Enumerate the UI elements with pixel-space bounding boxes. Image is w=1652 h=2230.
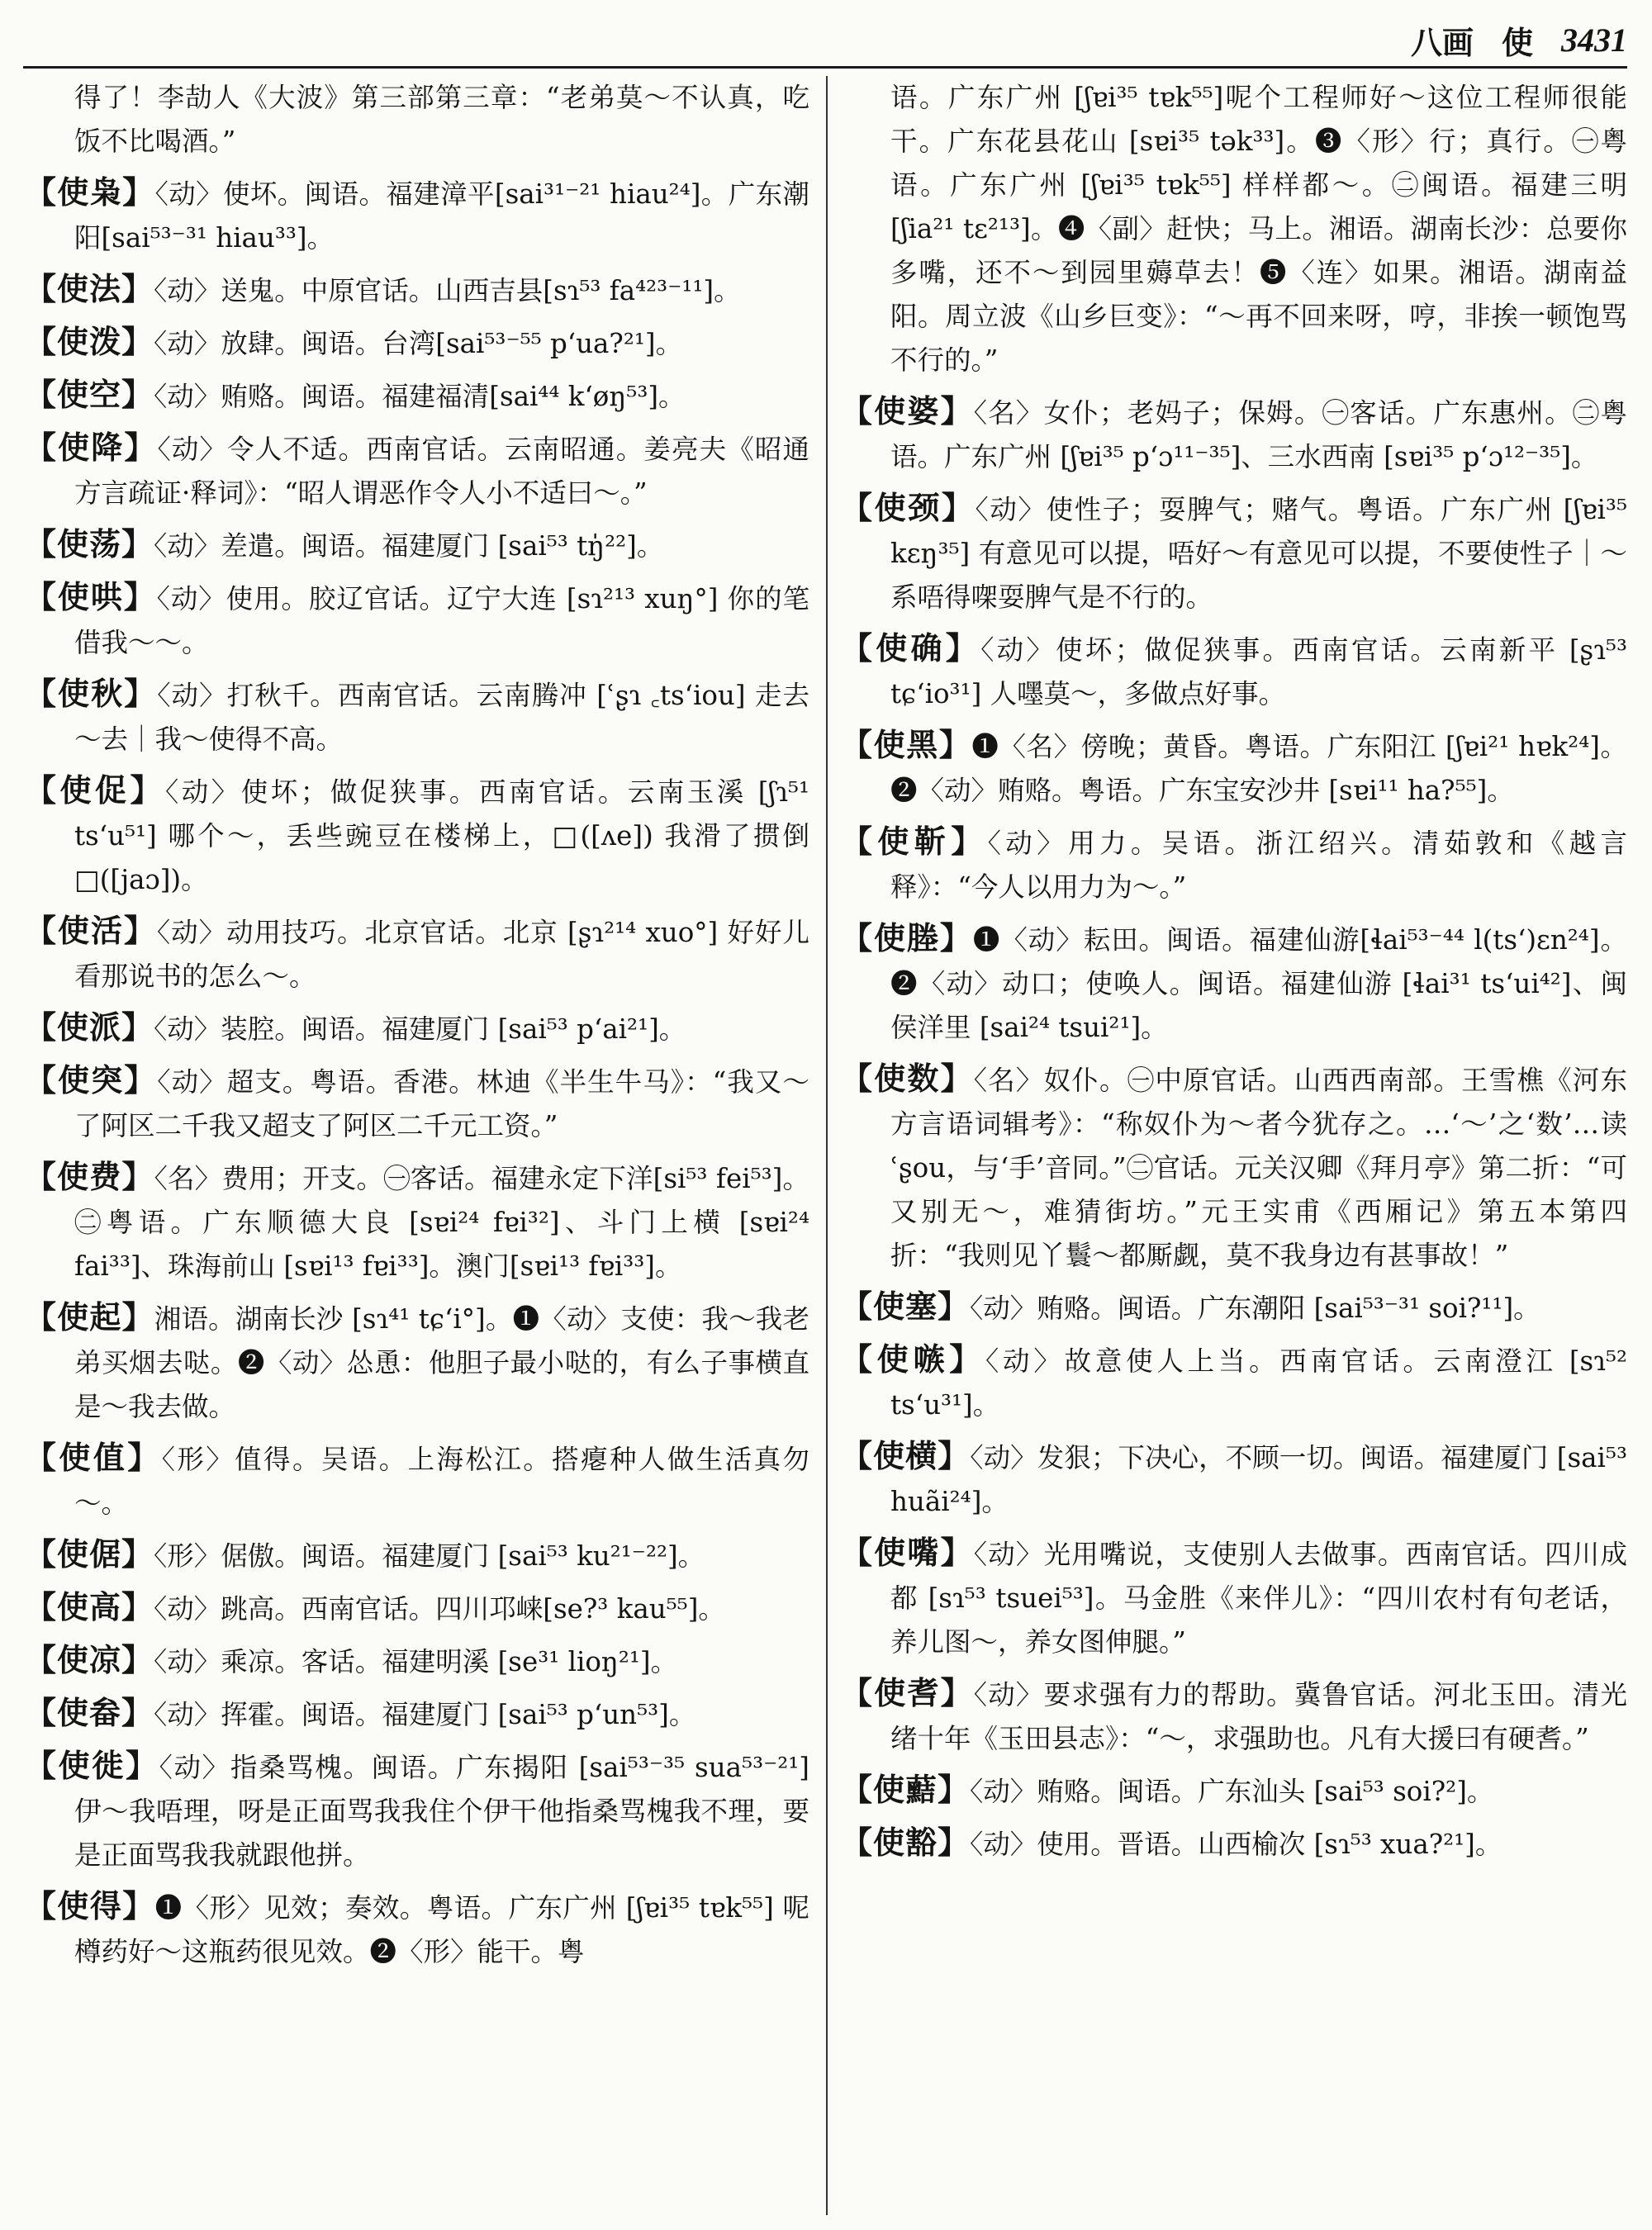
header-rule bbox=[23, 66, 1627, 69]
headword: 【使值】 bbox=[25, 1439, 162, 1476]
headword: 【使数】 bbox=[841, 1060, 974, 1097]
definition: 〈动〉光用嘴说，支使别人去做事。西南官话。四川成都 [sɿ⁵³ tsuei⁵³]。马金胜《来伴儿》：“四川农村有句老话，养儿图～，养女图伸腿。” bbox=[890, 1539, 1627, 1658]
entry-shifa bbox=[25, 267, 809, 313]
definition: 〈动〉使性子；耍脾气；赌气。粤语。广东广州 [ʃɐi³⁵ kɛŋ³⁵] 有意见可以提，唔好～有意见可以提，不要使性子｜～系唔得㗎耍脾气是不行的。 bbox=[890, 494, 1627, 613]
definition: 〈动〉乘凉。客话。福建明溪 [se³¹ lioŋ²¹]。 bbox=[154, 1646, 678, 1677]
headword: 【使突】 bbox=[25, 1061, 158, 1098]
headword: 【使颈】 bbox=[841, 489, 976, 526]
entry-shizhi bbox=[25, 1435, 809, 1525]
headword: 【使豁】 bbox=[841, 1824, 971, 1861]
headword: 【使塞】 bbox=[841, 1288, 971, 1325]
headword: 【使枭】 bbox=[25, 173, 155, 211]
headword: 【使活】 bbox=[25, 912, 157, 949]
headword: 【使秋】 bbox=[25, 675, 158, 712]
definition: 〈动〉超支。粤语。香港。林迪《半生牛马》：“我又～了阿区二千我又超支了阿区二千元工资。” bbox=[74, 1066, 809, 1141]
definition: 〈动〉指桑骂槐。闽语。广东揭阳 [sai⁵³⁻³⁵ sua⁵³⁻²¹] 伊～我唔理，呀是正面骂我我住个伊干他指桑骂槐我不理，要是正面骂我我就跟他拼。 bbox=[74, 1752, 809, 1871]
definition: 〈动〉贿赂。闽语。福建福清[sai⁴⁴ kʻøŋ⁵³]。 bbox=[154, 381, 686, 412]
definition: 〈动〉贿赂。闽语。广东汕头 [sai⁵³ soi?²]。 bbox=[970, 1776, 1494, 1807]
right-column bbox=[841, 76, 1627, 2215]
definition: ❶〈形〉见效；奏效。粤语。广东广州 [ʃɐi³⁵ tɐk⁵⁵] 呢樽药好～这瓶药很见效。❷〈形〉能干。粤 bbox=[74, 1892, 809, 1967]
running-head bbox=[1305, 15, 1627, 64]
definition: 〈动〉装腔。闽语。福建厦门 [sai⁵³ pʻai²¹]。 bbox=[154, 1013, 686, 1045]
headword: 【使费】 bbox=[25, 1158, 154, 1195]
entry-shidang bbox=[25, 522, 809, 568]
entry-shiqiu bbox=[25, 671, 809, 762]
headword: 【使黑】 bbox=[841, 726, 972, 763]
headword: 【使高】 bbox=[25, 1588, 154, 1625]
definition: 〈动〉要求强有力的帮助。冀鲁官话。河北玉田。清光绪十年《玉田县志》：“～，求强助也。凡有大援曰有硬㖈。” bbox=[890, 1679, 1627, 1754]
entry-shiqi bbox=[25, 1295, 809, 1429]
definition: 〈名〉女仆；老妈子；保姆。㊀客话。广东惠州。㊁粤语。广东广州 [ʃɐi³⁵ pʻɔ¹¹⁻³⁵]、三水西南 [sɐi³⁵ pʻɔ¹²⁻³⁵]。 bbox=[890, 397, 1627, 472]
headword: 【使婆】 bbox=[841, 392, 974, 429]
headword: 【使䕸】 bbox=[841, 1771, 971, 1808]
entry-shijing bbox=[841, 486, 1627, 619]
headword: 【使法】 bbox=[25, 270, 154, 307]
entry-shiju bbox=[25, 1532, 809, 1578]
entry-shicheng bbox=[841, 916, 1627, 1050]
definition: 〈动〉差遣。闽语。福建厦门 [sai⁵³ tŋ̍²²]。 bbox=[154, 530, 664, 562]
entry-shigao bbox=[25, 1585, 809, 1631]
entry-shipo bbox=[25, 320, 809, 366]
continuation-text: 得了！李劼人《大波》第三部第三章：“老弟莫～不认真，吃饭不比喝酒。” bbox=[74, 82, 809, 157]
headword: 【使确】 bbox=[841, 629, 981, 667]
column-divider bbox=[826, 76, 828, 2215]
entry-shiben bbox=[25, 1691, 809, 1737]
definition: 〈名〉奴仆。㊀中原官话。山西西南部。王雪樵《河东方言语词辑考》：“称奴仆为～者今犹存之。…‘～’之‘数’…读ʿʂou，与‘手’音同。”㊁官话。元关汉卿《拜月亭》第二折：“可又别无～，难猜街坊。”元王实甫《西厢记》第五本第四折：“我则见丫鬟～都厮觑，莫不我身边有甚事故！” bbox=[890, 1065, 1627, 1271]
headword: 【使靳】 bbox=[841, 823, 988, 860]
entry-shishu bbox=[841, 1056, 1627, 1278]
entry-shique bbox=[841, 626, 1627, 716]
entry-shipai bbox=[25, 1005, 809, 1051]
section-label: 八画 bbox=[1410, 23, 1474, 61]
entry-shijin bbox=[841, 819, 1627, 909]
definition: 〈动〉故意使人上当。西南官话。云南澄江 [sɿ⁵² tsʻu³¹]。 bbox=[890, 1345, 1627, 1421]
entry-shihei bbox=[841, 723, 1627, 813]
entry-shisai bbox=[841, 1284, 1627, 1331]
definition: 〈动〉发狠；下决心，不顾一切。闽语。福建厦门 [sai⁵³ huãi²⁴]。 bbox=[890, 1442, 1627, 1517]
definition: 〈动〉使用。胶辽官话。辽宁大连 [sɿ²¹³ xuŋ°] 你的笔借我～～。 bbox=[74, 583, 809, 658]
entry-shijiang bbox=[25, 425, 809, 515]
definition: 〈形〉倨傲。闽语。福建厦门 [sai⁵³ ku²¹⁻²²]。 bbox=[154, 1540, 705, 1572]
page-number: 3431 bbox=[1561, 21, 1627, 59]
definition: 〈动〉动用技巧。北京官话。北京 [ʂɿ²¹⁴ xuo°] 好好儿看那说书的怎么～。 bbox=[74, 917, 809, 992]
definition: 〈动〉送鬼。中原官话。山西吉县[sɿ⁵³ fa⁴²³⁻¹¹]。 bbox=[154, 275, 741, 306]
headword: 【使嗾】 bbox=[841, 1340, 986, 1378]
entry-shide bbox=[25, 1884, 809, 1974]
headword: 【使畚】 bbox=[25, 1694, 154, 1731]
entry-shiying bbox=[841, 1671, 1627, 1761]
headword: 【使派】 bbox=[25, 1008, 154, 1046]
headword: 【使㖈】 bbox=[841, 1674, 974, 1711]
headword: 【使倨】 bbox=[25, 1535, 154, 1573]
definition: 〈名〉费用；开支。㊀客话。福建永定下洋[si⁵³ fei⁵³]。㊁粤语。广东顺德大良 [sɐi²⁴ fɐi³²]、斗门上横 [sɐi²⁴ fai³³]、珠海前山 [sɐi¹³ fɐi³³]。澳门[sɐi¹³ fɐi³³]。 bbox=[74, 1163, 809, 1282]
definition: 〈形〉值得。吴语。上海松江。搭瘪种人做生活真勿～。 bbox=[74, 1444, 809, 1519]
entry-shiheng bbox=[841, 1434, 1627, 1524]
headword: 【使泼】 bbox=[25, 323, 154, 360]
entry-shifei bbox=[25, 1155, 809, 1288]
header-character: 使 bbox=[1501, 23, 1533, 61]
definition: 〈动〉使坏。闽语。福建漳平[sai³¹⁻²¹ hiau²⁴]。广东潮阳[sai⁵³⁻³¹ hiau³³]。 bbox=[74, 178, 809, 254]
entry-shisoi bbox=[841, 1767, 1627, 1814]
definition: 〈动〉令人不适。西南官话。云南昭通。姜亮夫《昭通方言疏证·释词》：“昭人谓恶作令人小不适曰～。” bbox=[74, 434, 809, 509]
definition: ❶〈名〉傍晚；黄昏。粤语。广东阳江 [ʃɐi²¹ hɐk²⁴]。❷〈动〉贿赂。粤语。广东宝安沙井 [sɐi¹¹ ha?⁵⁵]。 bbox=[890, 731, 1627, 806]
headword: 【使空】 bbox=[25, 376, 154, 413]
left-column bbox=[25, 76, 809, 2215]
definition: 〈动〉跳高。西南官话。四川邛崃[se?³ kau⁵⁵]。 bbox=[154, 1593, 725, 1625]
definition: 〈动〉打秋千。西南官话。云南腾冲 [ʿʂɿ ꜀tsʻiou] 走去～去｜我～使得不高。 bbox=[74, 680, 809, 755]
entry-shipo-nupu bbox=[841, 389, 1627, 479]
headword: 【使哄】 bbox=[25, 578, 157, 615]
entry-shisou bbox=[841, 1337, 1627, 1427]
entry-shiliang bbox=[25, 1638, 809, 1684]
entry-shihuo bbox=[25, 909, 809, 999]
continuation-text: 语。广东广州 [ʃɐi³⁵ tɐk⁵⁵]呢个工程师好～这位工程师很能干。广东花县花山 [sɐi³⁵ tək³³]。❸〈形〉行；真行。㊀粤语。广东广州 [ʃɐi³⁵ tɐk⁵⁵] 样样都～。㊁闽语。福建三明 [ʃia²¹ tɛ²¹³]。❹〈副〉赶快；马上。湘语。湖南长沙：总要你多嘴，还不～到园里薅草去！❺〈连〉如果。湘语。湖南益阳。周立波《山乡巨变》：“～再不回来呀，哼，非挨一顿饱骂不行的。” bbox=[890, 82, 1627, 376]
definition: 〈动〉使坏；做促狭事。西南官话。云南玉溪 [ʃɿ⁵¹ tsʻu⁵¹] 哪个～，丢些豌豆在楼梯上，□([ʌe]) 我滑了掼倒 □([jaɔ])。 bbox=[74, 776, 809, 895]
definition: 〈动〉挥霍。闽语。福建厦门 [sai⁵³ pʻun⁵³]。 bbox=[154, 1699, 696, 1730]
definition: 〈动〉使坏；做促狭事。西南官话。云南新平 [ʂɿ⁵³ tɕʻio³¹] 人嚜莫～，多做点好事。 bbox=[890, 634, 1627, 709]
entry-shixi bbox=[25, 1744, 809, 1877]
entry-shicu bbox=[25, 768, 809, 902]
definition: 〈动〉用力。吴语。浙江绍兴。清茹敦和《越言释》：“今人以用力为～。” bbox=[890, 828, 1627, 903]
definition: 〈动〉贿赂。闽语。广东潮阳 [sai⁵³⁻³¹ soi?¹¹]。 bbox=[970, 1293, 1540, 1324]
headword: 【使促】 bbox=[25, 771, 166, 809]
headword: 【使嘴】 bbox=[841, 1534, 974, 1571]
entry-shizui bbox=[841, 1530, 1627, 1664]
headword: 【使徙】 bbox=[25, 1747, 159, 1784]
headword: 【使荡】 bbox=[25, 525, 154, 562]
definition: 湘语。湖南长沙 [sɿ⁴¹ tɕʻi°]。❶〈动〉支使：我～我老弟买烟去哒。❷〈动〉怂恿：他胆子最小哒的，有么子事横直是～我去做。 bbox=[74, 1303, 809, 1422]
headword: 【使凉】 bbox=[25, 1641, 154, 1678]
entry-shikong bbox=[25, 372, 809, 419]
entry-shihong bbox=[25, 575, 809, 665]
headword: 【使塍】 bbox=[841, 919, 973, 956]
headword: 【使横】 bbox=[841, 1437, 971, 1474]
entry-shihuo-yuci bbox=[841, 1820, 1627, 1867]
entry-shitu bbox=[25, 1058, 809, 1148]
headword: 【使起】 bbox=[25, 1298, 154, 1336]
entry-shixiao bbox=[25, 170, 809, 260]
definition: 〈动〉放肆。闽语。台湾[sai⁵³⁻⁵⁵ pʻua?²¹]。 bbox=[154, 328, 683, 359]
headword: 【使得】 bbox=[25, 1887, 155, 1924]
headword: 【使降】 bbox=[25, 429, 158, 466]
definition: ❶〈动〉耘田。闽语。福建仙游[ɬai⁵³⁻⁴⁴ l(tsʻ)ɛn²⁴]。❷〈动〉动口；使唤人。闽语。福建仙游 [ɬai³¹ tsʻui⁴²]、闽侯洋里 [sai²⁴ tsui²¹]。 bbox=[890, 924, 1627, 1043]
definition: 〈动〉使用。晋语。山西榆次 [sɿ⁵³ xua?²¹]。 bbox=[970, 1829, 1502, 1860]
